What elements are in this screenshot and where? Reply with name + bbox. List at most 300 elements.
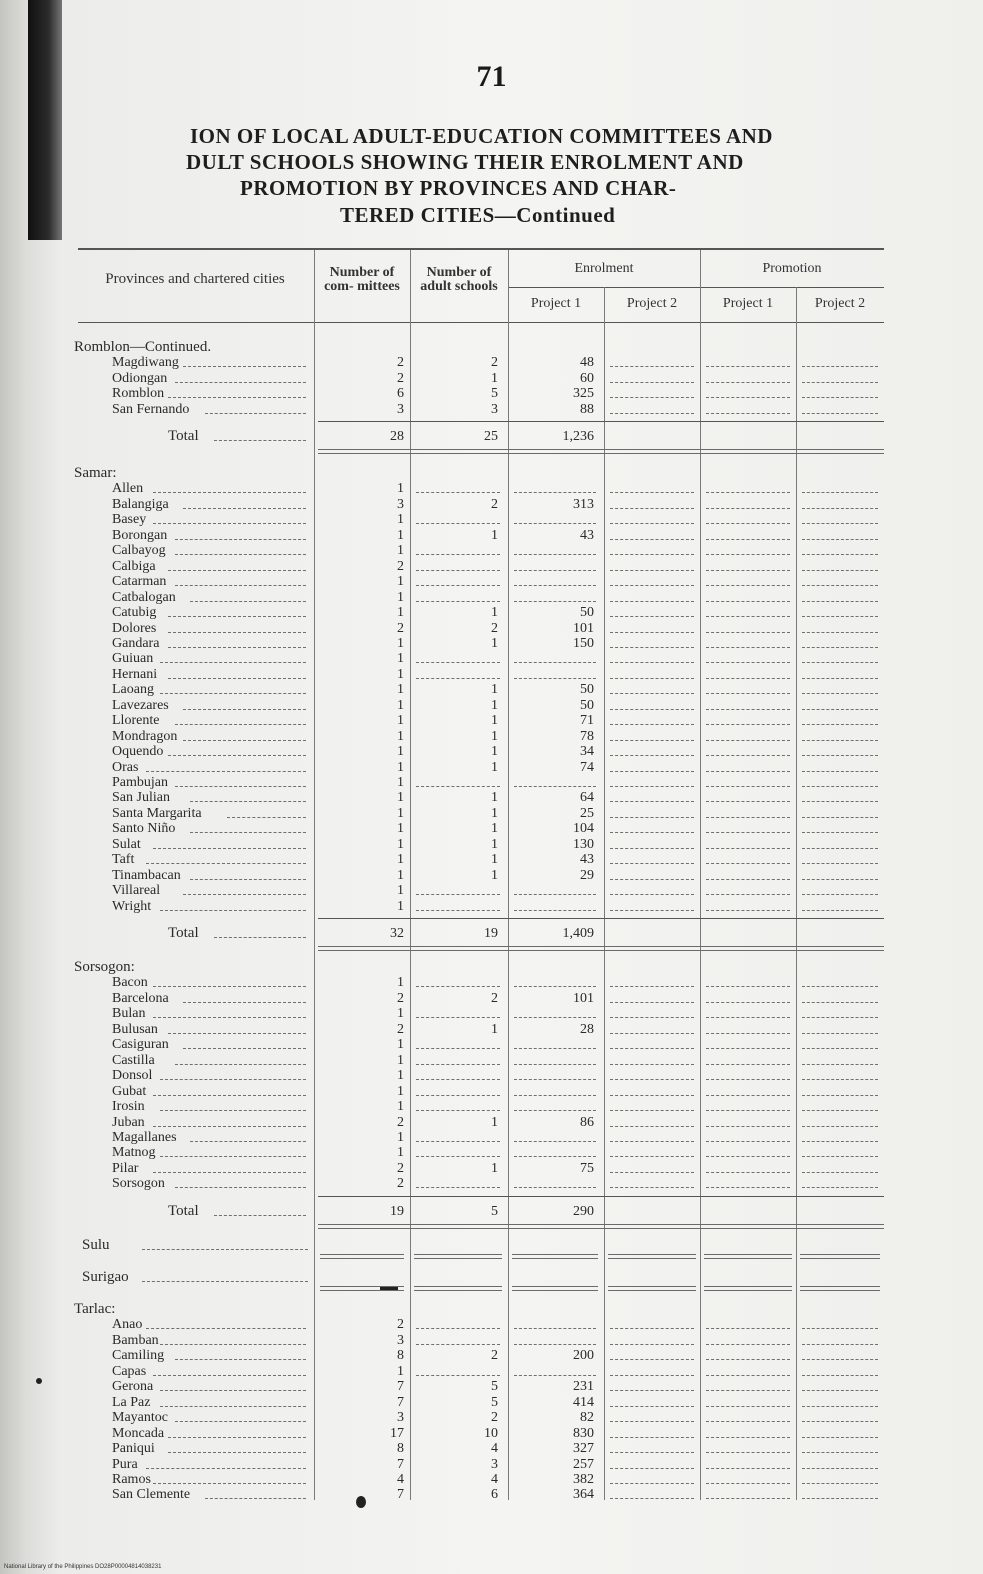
empty-cell-leader — [610, 1064, 694, 1065]
empty-cell-leader — [416, 1187, 500, 1188]
dot-leader — [168, 616, 306, 617]
empty-cell-leader — [706, 910, 790, 911]
dot-leader — [142, 1281, 308, 1282]
empty-cell-leader — [610, 1079, 694, 1080]
dot-leader — [168, 1437, 306, 1438]
empty-cell-leader — [802, 1048, 878, 1049]
value-s: 1 — [491, 728, 498, 744]
empty-cell-leader — [706, 1328, 790, 1329]
municipality-name: Santo Niño — [112, 821, 176, 837]
value-s: 4 — [491, 1471, 498, 1487]
empty-cell-leader — [610, 1126, 694, 1127]
dot-leader — [175, 539, 306, 540]
empty-cell-leader — [610, 1421, 694, 1422]
municipality-name: Paniqui — [112, 1441, 155, 1457]
dot-leader — [153, 1017, 306, 1018]
empty-cell-leader — [416, 492, 500, 493]
empty-cell-leader — [610, 863, 694, 864]
empty-cell-leader — [706, 1375, 790, 1376]
municipality-name: Catarman — [112, 574, 167, 590]
empty-cell-leader — [802, 1468, 878, 1469]
value-e1: 78 — [580, 728, 594, 744]
empty-cell-rule — [414, 1286, 502, 1291]
value-s: 1 — [491, 836, 498, 852]
empty-cell-leader — [706, 1498, 790, 1499]
empty-cell-leader — [610, 1328, 694, 1329]
municipality-name: Calbiga — [112, 558, 156, 574]
empty-cell-leader — [706, 724, 790, 725]
dot-leader — [214, 440, 306, 441]
empty-cell-leader — [514, 1141, 596, 1142]
empty-cell-leader — [610, 817, 694, 818]
municipality-name: Odiongan — [112, 370, 168, 386]
empty-cell-leader — [802, 1017, 878, 1018]
municipality-name: Calbayog — [112, 543, 166, 559]
value-c: 1 — [397, 651, 404, 667]
dot-leader — [175, 1187, 306, 1188]
dot-leader — [183, 1002, 306, 1003]
value-e1: 88 — [580, 401, 594, 417]
empty-cell-leader — [610, 786, 694, 787]
municipality-name: Camiling — [112, 1348, 165, 1364]
value-e1: 60 — [580, 370, 594, 386]
value-c: 2 — [397, 990, 404, 1006]
empty-cell-leader — [610, 1141, 694, 1142]
empty-cell-leader — [802, 1375, 878, 1376]
value-s: 1 — [491, 821, 498, 837]
municipality-name: Moncada — [112, 1425, 165, 1441]
dot-leader — [168, 397, 306, 398]
value-c: 1 — [397, 805, 404, 821]
value-e1: 71 — [580, 713, 594, 729]
value-c: 3 — [397, 496, 404, 512]
value-c: 2 — [397, 1114, 404, 1130]
group-header-rule — [508, 287, 884, 288]
empty-cell-rule — [704, 1286, 792, 1291]
dot-leader — [153, 523, 306, 524]
value-s: 2 — [491, 620, 498, 636]
empty-cell-leader — [802, 647, 878, 648]
column-divider — [796, 287, 797, 1500]
value-s: 1 — [491, 370, 498, 386]
value-e1: 130 — [573, 836, 594, 852]
empty-cell-leader — [706, 1110, 790, 1111]
value-e1: 101 — [573, 990, 594, 1006]
value-c: 1 — [397, 759, 404, 775]
empty-cell-leader — [802, 740, 878, 741]
empty-cell-leader — [416, 894, 500, 895]
empty-cell-leader — [706, 601, 790, 602]
empty-cell-leader — [610, 801, 694, 802]
empty-cell-leader — [416, 986, 500, 987]
empty-cell-leader — [802, 848, 878, 849]
empty-cell-leader — [610, 1406, 694, 1407]
value-s: 1 — [491, 805, 498, 821]
header-schools: Number of adult schools — [420, 265, 498, 294]
value-e1: 104 — [573, 821, 594, 837]
empty-cell-leader — [802, 986, 878, 987]
empty-cell-leader — [416, 601, 500, 602]
empty-cell-leader — [610, 508, 694, 509]
empty-cell-leader — [706, 1048, 790, 1049]
municipality-name: Gandara — [112, 635, 160, 651]
value-e1: 50 — [580, 605, 594, 621]
empty-cell-leader — [610, 1156, 694, 1157]
dot-leader — [175, 554, 306, 555]
value-c: 1 — [397, 543, 404, 559]
header-committees: Number of com- mittees — [324, 265, 400, 294]
empty-cell-leader — [802, 397, 878, 398]
municipality-name: Barcelona — [112, 990, 169, 1006]
value-c: 1 — [397, 1037, 404, 1053]
value-s: 5 — [491, 1394, 498, 1410]
dot-leader — [160, 1110, 306, 1111]
municipality-name: Dolores — [112, 620, 157, 636]
empty-cell-rule — [608, 1286, 696, 1291]
municipality-name: Juban — [112, 1114, 145, 1130]
empty-cell-leader — [610, 397, 694, 398]
municipality-name: San Julian — [112, 790, 170, 806]
empty-cell-leader — [610, 632, 694, 633]
value-s: 1 — [491, 635, 498, 651]
value-s: 2 — [491, 1410, 498, 1426]
value-c: 1 — [397, 666, 404, 682]
empty-cell-leader — [416, 1375, 500, 1376]
dot-leader — [183, 740, 306, 741]
empty-cell-leader — [610, 1498, 694, 1499]
value-e1: 29 — [580, 867, 594, 883]
value-e1: 50 — [580, 682, 594, 698]
empty-cell-leader — [610, 986, 694, 987]
header-promotion-project-1: Project 1 — [722, 296, 774, 311]
empty-cell-leader — [802, 894, 878, 895]
empty-cell-leader — [802, 709, 878, 710]
value-e1: 257 — [573, 1456, 594, 1472]
empty-cell-leader — [706, 570, 790, 571]
title-line-4: TERED CITIES—Continued — [340, 203, 616, 227]
dot-leader — [168, 1452, 306, 1453]
municipality-name: Hernani — [112, 666, 158, 682]
value-s: 2 — [491, 990, 498, 1006]
value-c: 2 — [397, 1160, 404, 1176]
value-s: 1 — [491, 713, 498, 729]
province-name: Tarlac: — [74, 1301, 116, 1317]
empty-cell-leader — [706, 786, 790, 787]
value-e1: 86 — [580, 1114, 594, 1130]
municipality-name: Donsol — [112, 1068, 153, 1084]
total-value-e1: 290 — [573, 1203, 594, 1219]
empty-cell-leader — [610, 382, 694, 383]
empty-cell-leader — [610, 1172, 694, 1173]
empty-cell-leader — [802, 1126, 878, 1127]
municipality-name: Llorente — [112, 713, 160, 729]
municipality-name: Tinambacan — [112, 867, 181, 883]
dot-leader — [183, 1048, 306, 1049]
dot-leader — [214, 1215, 306, 1216]
empty-cell-leader — [610, 585, 694, 586]
empty-cell-leader — [610, 1390, 694, 1391]
value-s: 3 — [491, 401, 498, 417]
value-c: 2 — [397, 620, 404, 636]
empty-cell-leader — [706, 771, 790, 772]
empty-cell-leader — [610, 1048, 694, 1049]
empty-cell-leader — [416, 570, 500, 571]
empty-cell-leader — [706, 413, 790, 414]
value-c: 1 — [397, 744, 404, 760]
empty-cell-leader — [610, 1344, 694, 1345]
empty-cell-leader — [802, 523, 878, 524]
municipality-name: San Clemente — [112, 1487, 191, 1503]
empty-cell-rule — [320, 1286, 404, 1291]
value-e1: 150 — [573, 635, 594, 651]
empty-cell-leader — [610, 1017, 694, 1018]
municipality-name: Anao — [112, 1317, 143, 1333]
value-c: 2 — [397, 1176, 404, 1192]
value-e1: 34 — [580, 744, 594, 760]
municipality-name: Laoang — [112, 682, 154, 698]
empty-cell-leader — [514, 1375, 596, 1376]
value-c: 2 — [397, 1317, 404, 1333]
empty-cell-leader — [802, 570, 878, 571]
empty-cell-leader — [610, 662, 694, 663]
value-c: 4 — [397, 1471, 404, 1487]
dot-leader — [153, 492, 306, 493]
empty-cell-leader — [706, 508, 790, 509]
dot-leader — [183, 508, 306, 509]
empty-cell-leader — [416, 1141, 500, 1142]
empty-cell-leader — [802, 1344, 878, 1345]
empty-cell-leader — [610, 523, 694, 524]
value-e1: 231 — [573, 1379, 594, 1395]
header-provinces: Provinces and chartered cities — [105, 271, 285, 287]
value-s: 4 — [491, 1441, 498, 1457]
empty-cell-leader — [514, 910, 596, 911]
empty-cell-leader — [416, 1064, 500, 1065]
empty-cell-leader — [706, 585, 790, 586]
empty-cell-leader — [802, 1421, 878, 1422]
empty-cell-leader — [514, 585, 596, 586]
empty-cell-leader — [706, 848, 790, 849]
empty-cell-rule — [414, 1254, 502, 1259]
header-enrolment: Enrolment — [574, 261, 634, 276]
sum-rule — [318, 918, 884, 919]
value-s: 2 — [491, 355, 498, 371]
empty-cell-leader — [706, 801, 790, 802]
header-promotion: Promotion — [762, 261, 822, 276]
sum-rule — [318, 1196, 884, 1197]
value-s: 1 — [491, 1021, 498, 1037]
empty-cell-leader — [610, 539, 694, 540]
value-s: 1 — [491, 852, 498, 868]
province-name: Sulu — [82, 1237, 110, 1253]
empty-cell-leader — [706, 709, 790, 710]
dot-leader — [227, 817, 306, 818]
empty-cell-leader — [514, 1064, 596, 1065]
empty-cell-leader — [802, 771, 878, 772]
empty-cell-leader — [610, 740, 694, 741]
dot-leader — [160, 1156, 306, 1157]
value-c: 8 — [397, 1441, 404, 1457]
value-c: 1 — [397, 728, 404, 744]
municipality-name: Magallanes — [112, 1129, 177, 1145]
empty-cell-leader — [610, 755, 694, 756]
empty-cell-leader — [514, 554, 596, 555]
municipality-name: Catbalogan — [112, 589, 176, 605]
empty-cell-leader — [610, 910, 694, 911]
value-c: 1 — [397, 821, 404, 837]
municipality-name: Oras — [112, 759, 139, 775]
empty-cell-leader — [514, 1017, 596, 1018]
dot-leader — [190, 1141, 306, 1142]
empty-cell-leader — [706, 1421, 790, 1422]
empty-cell-leader — [610, 1452, 694, 1453]
dot-leader — [168, 632, 306, 633]
value-c: 2 — [397, 1021, 404, 1037]
dot-leader — [183, 366, 306, 367]
empty-cell-leader — [802, 554, 878, 555]
empty-cell-leader — [802, 1095, 878, 1096]
municipality-name: Ramos — [112, 1471, 151, 1487]
municipality-name: Matnog — [112, 1145, 156, 1161]
empty-cell-rule — [800, 1254, 880, 1259]
empty-cell-leader — [706, 616, 790, 617]
empty-cell-leader — [514, 1110, 596, 1111]
empty-cell-leader — [416, 1079, 500, 1080]
value-c: 2 — [397, 370, 404, 386]
empty-cell-leader — [802, 910, 878, 911]
municipality-name: Pilar — [112, 1160, 139, 1176]
title-line-2: DULT SCHOOLS SHOWING THEIR ENROLMENT AND — [186, 150, 744, 174]
dot-leader — [160, 1406, 306, 1407]
total-value-e1: 1,236 — [562, 429, 594, 445]
empty-cell-leader — [514, 1187, 596, 1188]
dot-leader — [160, 693, 306, 694]
total-double-rule — [318, 449, 884, 454]
empty-cell-leader — [416, 1095, 500, 1096]
value-c: 8 — [397, 1348, 404, 1364]
value-c: 1 — [397, 635, 404, 651]
empty-cell-leader — [706, 1126, 790, 1127]
value-c: 7 — [397, 1379, 404, 1395]
empty-cell-leader — [802, 632, 878, 633]
empty-cell-leader — [514, 1344, 596, 1345]
empty-cell-leader — [610, 832, 694, 833]
empty-cell-leader — [416, 523, 500, 524]
empty-cell-leader — [706, 1483, 790, 1484]
municipality-name: Borongan — [112, 527, 168, 543]
municipality-name: Oquendo — [112, 744, 164, 760]
value-e1: 64 — [580, 790, 594, 806]
dot-leader — [160, 662, 306, 663]
empty-cell-leader — [802, 1156, 878, 1157]
title-line-1: ION OF LOCAL ADULT-EDUCATION COMMITTEES AND — [190, 124, 773, 148]
empty-cell-rule — [512, 1286, 598, 1291]
municipality-name: Sorsogon — [112, 1176, 165, 1192]
municipality-name: Capas — [112, 1363, 147, 1379]
empty-cell-rule — [512, 1254, 598, 1259]
value-s: 1 — [491, 1160, 498, 1176]
empty-cell-rule — [320, 1254, 404, 1259]
empty-cell-leader — [802, 616, 878, 617]
empty-cell-leader — [802, 1483, 878, 1484]
value-c: 1 — [397, 1099, 404, 1115]
dot-leader — [153, 1375, 306, 1376]
title-line-3: PROMOTION BY PROVINCES AND CHAR- — [240, 176, 677, 200]
binding-edge — [28, 0, 62, 240]
total-value-e1: 1,409 — [562, 926, 594, 942]
empty-cell-leader — [706, 492, 790, 493]
municipality-name: Taft — [112, 852, 135, 868]
empty-cell-leader — [416, 662, 500, 663]
empty-cell-leader — [514, 601, 596, 602]
empty-cell-leader — [706, 832, 790, 833]
value-c: 3 — [397, 1410, 404, 1426]
municipality-name: Gerona — [112, 1379, 154, 1395]
value-e1: 25 — [580, 805, 594, 821]
value-s: 1 — [491, 790, 498, 806]
value-e1: 313 — [573, 496, 594, 512]
empty-cell-leader — [416, 1017, 500, 1018]
value-c: 1 — [397, 836, 404, 852]
empty-cell-leader — [802, 724, 878, 725]
empty-cell-leader — [610, 366, 694, 367]
empty-cell-leader — [610, 1187, 694, 1188]
dot-leader — [175, 724, 306, 725]
value-s: 1 — [491, 682, 498, 698]
dot-leader — [168, 1033, 306, 1034]
empty-cell-leader — [706, 523, 790, 524]
value-c: 2 — [397, 558, 404, 574]
empty-cell-leader — [706, 1156, 790, 1157]
municipality-name: Mayantoc — [112, 1410, 168, 1426]
empty-cell-leader — [706, 1172, 790, 1173]
empty-cell-leader — [706, 894, 790, 895]
scan-footer: National Library of the Philippines DO28P00004814038231 — [4, 1564, 162, 1570]
value-e1: 28 — [580, 1021, 594, 1037]
value-c: 1 — [397, 1363, 404, 1379]
value-c: 1 — [397, 1145, 404, 1161]
total-value-c: 28 — [390, 429, 404, 445]
value-s: 1 — [491, 759, 498, 775]
empty-cell-leader — [610, 413, 694, 414]
empty-cell-leader — [610, 1033, 694, 1034]
empty-cell-leader — [802, 1002, 878, 1003]
empty-cell-leader — [802, 1359, 878, 1360]
empty-cell-leader — [514, 1048, 596, 1049]
municipality-name: Sulat — [112, 836, 141, 852]
empty-cell-leader — [514, 1328, 596, 1329]
value-c: 6 — [397, 386, 404, 402]
dot-leader — [146, 1468, 306, 1469]
empty-cell-leader — [610, 1359, 694, 1360]
empty-cell-leader — [802, 662, 878, 663]
empty-cell-leader — [706, 397, 790, 398]
value-c: 2 — [397, 355, 404, 371]
value-c: 1 — [397, 589, 404, 605]
empty-cell-leader — [802, 492, 878, 493]
dot-leader — [205, 1498, 306, 1499]
empty-cell-leader — [802, 413, 878, 414]
municipality-name: Bacon — [112, 975, 148, 991]
header-enrolment-project-1: Project 1 — [530, 296, 582, 311]
total-value-s: 25 — [484, 429, 498, 445]
empty-cell-leader — [802, 817, 878, 818]
empty-cell-leader — [706, 1141, 790, 1142]
empty-cell-leader — [802, 1406, 878, 1407]
value-c: 7 — [397, 1487, 404, 1503]
municipality-name: Villareal — [112, 883, 161, 899]
value-c: 1 — [397, 605, 404, 621]
